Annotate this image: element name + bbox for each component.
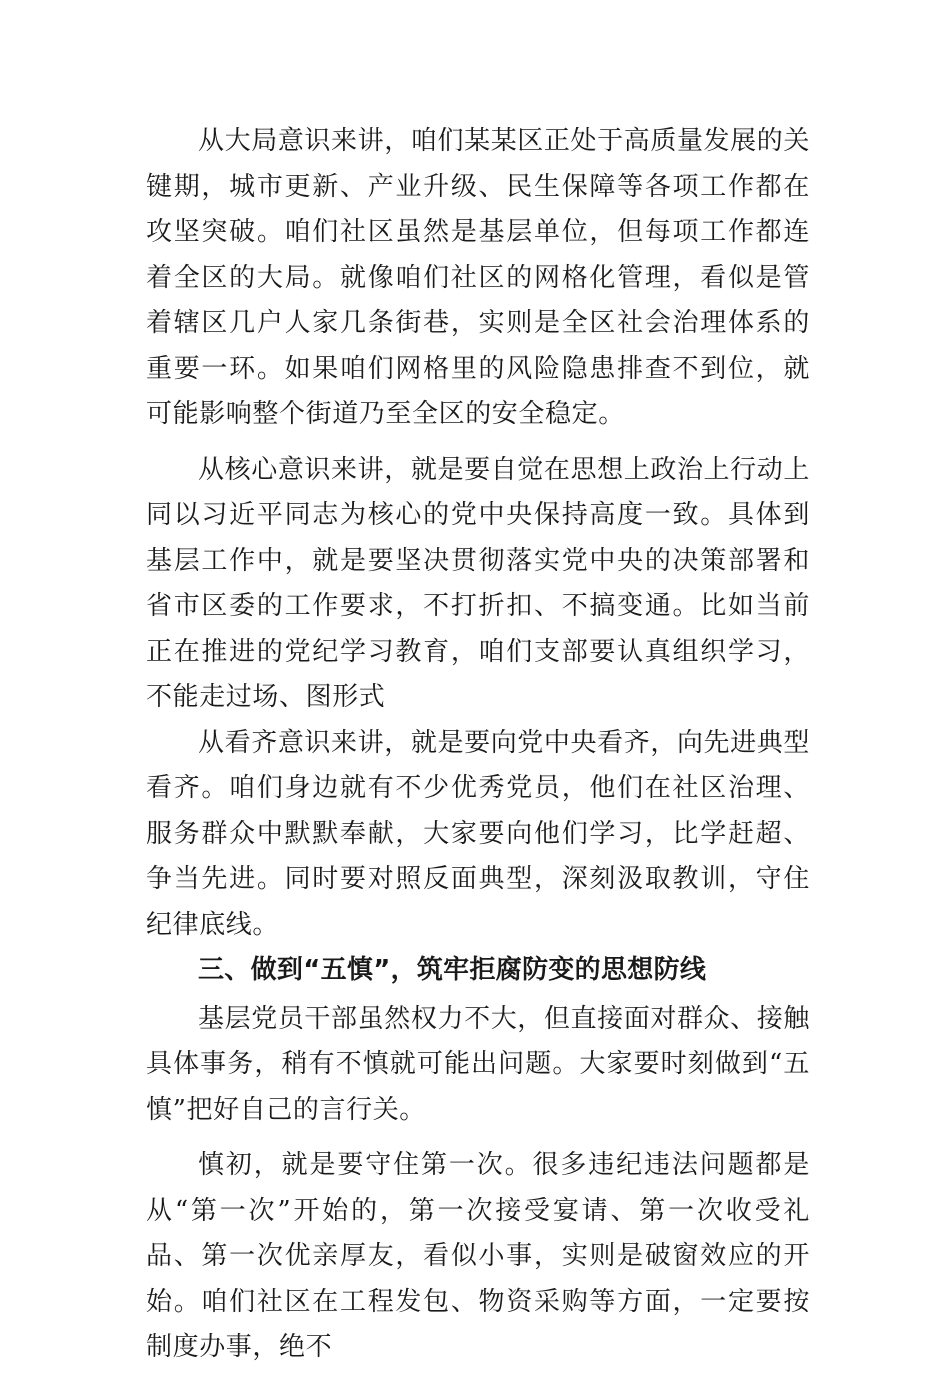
paragraph-alignment-awareness: 从看齐意识来讲，就是要向党中央看齐，向先进典型看齐。咱们身边就有不少优秀党员，他们在社区治理、服务群众中默默奉献，大家要向他们学习，比学赶超、争当先进。同时要对照反面典型，深刻汲取教训，守住纪律底线。: [146, 727, 810, 940]
paragraph-caution-first: 慎初，就是要守住第一次。很多违纪违法问题都是从“第一次”开始的，第一次接受宴请、第一次收受礼品、第一次优亲厚友，看似小事，实则是破窗效应的开始。咱们社区在工程发包、物资采购等方面，一定要按制度办事，绝不: [146, 1150, 810, 1362]
paragraph-five-cautions-intro: 基层党员干部虽然权力不大，但直接面对群众、接触具体事务，稍有不慎就可能出问题。大家要时刻做到“五慎”把好自己的言行关。: [146, 1003, 810, 1125]
section-heading: 三、做到“五慎”，筑牢拒腐防变的思想防线: [198, 955, 707, 985]
paragraph-overall-awareness: 从大局意识来讲，咱们某某区正处于高质量发展的关键期，城市更新、产业升级、民生保障等各项工作都在攻坚突破。咱们社区虽然是基层单位，但每项工作都连着全区的大局。就像咱们社区的网格化管理，看似是管着辖区几户人家几条街巷，实则是全区社会治理体系的重要一环。如果咱们网格里的风险隐患排查不到位，就可能影响整个街道乃至全区的安全稳定。: [146, 126, 810, 429]
document-body: [146, 119, 810, 1381]
paragraph-core-awareness: 从核心意识来讲，就是要自觉在思想上政治上行动上同以习近平同志为核心的党中央保持高度一致。具体到基层工作中，就是要坚决贯彻落实党中央的决策部署和省市区委的工作要求，不打折扣、不搞变通。比如当前正在推进的党纪学习教育，咱们支部要认真组织学习，不能走过场、图形式: [146, 454, 810, 712]
